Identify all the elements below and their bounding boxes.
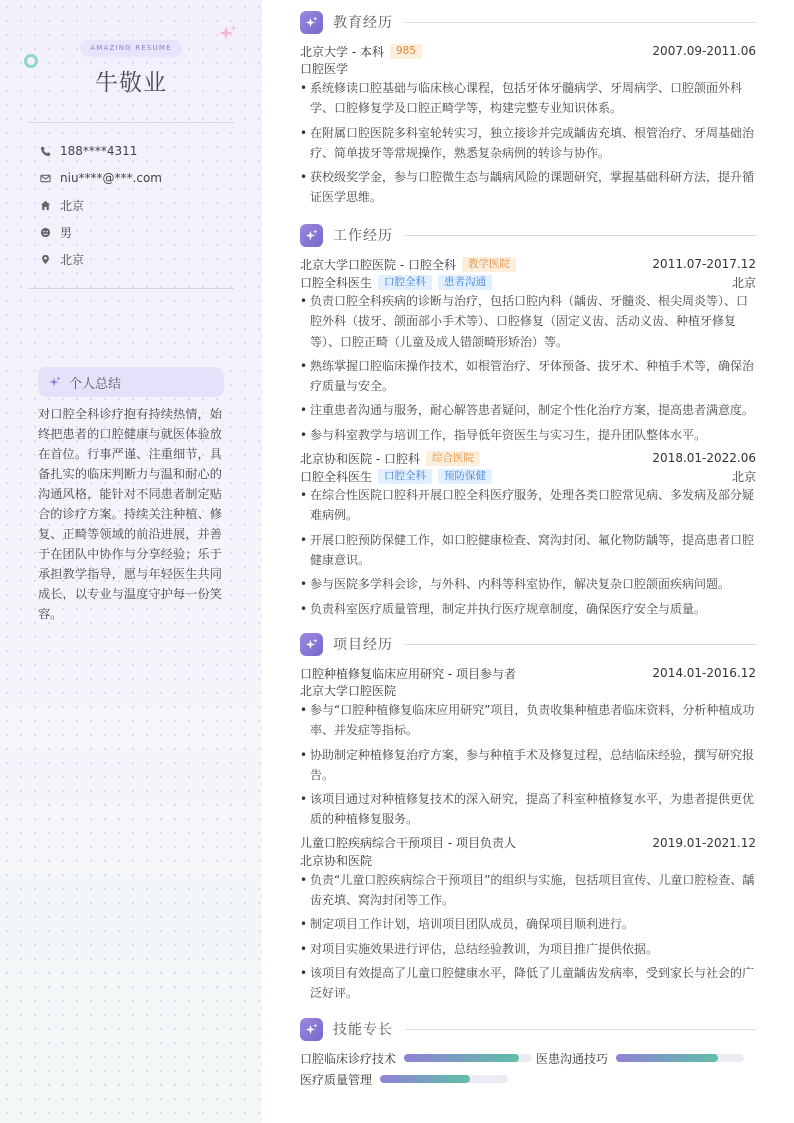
entry-date: 2011.07-2017.12 (652, 257, 756, 271)
section-icon (300, 1018, 323, 1041)
skill-name: 医疗质量管理 (300, 1072, 373, 1087)
gender-icon (40, 227, 51, 238)
school-tag: 985 (390, 44, 422, 59)
list-item: • 在综合性医院口腔科开展口腔全科医疗服务，处理各类口腔常见病、多发病及部分疑难病例。 (300, 485, 756, 526)
summary-header (38, 367, 224, 397)
skill-item (300, 1049, 532, 1067)
skill-bar-fill (380, 1075, 470, 1083)
project-org: 北京大学口腔医院 (300, 684, 397, 698)
section-title: 工作经历 (333, 228, 393, 244)
section-header (300, 223, 756, 247)
city: 北京 (731, 469, 756, 484)
role-row (300, 273, 756, 291)
role-title: 口腔全科医生 (300, 275, 373, 290)
entry-header (300, 834, 756, 852)
summary-text: 对口腔全科诊疗抱有持续热情，始终把患者的口腔健康与就医体验放在首位。行事严谨、注重细节，具备扎实的临床判断力与温和耐心的沟通风格，能针对不同患者制定贴合的诊疗方案。持续关注种植、修复、正畸等领域的前沿进展，并善于在团队中协作与分享经验；乐于承担教学指导，愿与年轻医生共同成长，以专业与温度守护每一份笑容。 (38, 407, 222, 621)
divider (28, 122, 234, 123)
entry-date: 2014.01-2016.12 (652, 666, 756, 680)
home-icon (40, 200, 51, 211)
list-item: • 熟练掌握口腔临床操作技术，如根管治疗、牙体预备、拔牙术、种植手术等，确保治疗质量与安全。 (300, 356, 756, 397)
education-section (300, 10, 756, 212)
sparkle-icon (305, 638, 318, 651)
section-header (300, 632, 756, 656)
section-header (300, 10, 756, 34)
org-name: 北京大学口腔医院 - 口腔全科 (300, 257, 456, 272)
projects-section (300, 632, 756, 1008)
list-item: • 该项目通过对种植修复技术的深入研究，提高了科室种植修复水平，为患者提供更优质的种植修复服务。 (300, 789, 756, 830)
bullet-list (300, 700, 756, 830)
summary-title: 个人总结 (69, 376, 122, 392)
skill-tag: 患者沟通 (438, 275, 492, 290)
list-item: • 注重患者沟通与服务，耐心解答患者疑问，制定个性化治疗方案，提高患者满意度。 (300, 400, 756, 420)
org-tag: 教学医院 (462, 257, 516, 272)
section-rule (405, 235, 756, 236)
resume-badge: AMAZING RESUME (80, 40, 182, 57)
entry-header (300, 255, 756, 273)
location-icon (40, 254, 51, 265)
org-tag: 综合医院 (426, 451, 480, 466)
section-title: 教育经历 (333, 15, 393, 31)
skill-name: 医患沟通技巧 (536, 1051, 609, 1066)
list-item: • 负责“儿童口腔疾病综合干预项目”的组织与实施，包括项目宣传、儿童口腔检查、龋齿充填、窝沟封闭等工作。 (300, 870, 756, 911)
skills-list (300, 1049, 756, 1089)
contact-home (40, 196, 240, 214)
sparkle-icon (218, 24, 238, 44)
sparkle-icon (305, 16, 318, 29)
skill-item (300, 1070, 508, 1088)
list-item: • 系统修读口腔基础与临床核心课程，包括牙体牙髓病学、牙周病学、口腔颌面外科学、口腔修复学及口腔正畸学等，构建完整专业知识体系。 (300, 78, 756, 119)
skill-bar (380, 1075, 508, 1083)
section-header (300, 1017, 756, 1041)
project-entry (300, 664, 756, 830)
education-entry (300, 42, 756, 208)
project-org: 北京协和医院 (300, 853, 373, 868)
sidebar (0, 0, 262, 1123)
bullet-list (300, 485, 756, 619)
list-item: • 对项目实施效果进行评估，总结经验教训，为项目推广提供依据。 (300, 939, 756, 959)
candidate-name: 牛敬业 (95, 70, 167, 96)
project-entry (300, 834, 756, 1004)
skill-bar-fill (404, 1054, 519, 1062)
contact-phone (40, 142, 240, 160)
skill-tag: 预防保健 (438, 469, 492, 484)
bullet-list (300, 78, 756, 208)
role-row (300, 467, 756, 485)
section-icon (300, 633, 323, 656)
section-rule (405, 22, 756, 23)
list-item: • 参与“口腔种植修复临床应用研究”项目，负责收集种植患者临床资料，分析种植成功率、并发症等指标。 (300, 700, 756, 741)
work-entry (300, 255, 756, 445)
city: 北京 (731, 275, 756, 290)
section-rule (405, 644, 756, 645)
mail-icon (40, 173, 51, 184)
org-name: 北京协和医院 - 口腔科 (300, 451, 420, 466)
list-item: • 在附属口腔医院多科室轮转实习，独立接诊并完成龋齿充填、根管治疗、牙周基础治疗、简单拔牙等常规操作，熟悉复杂病例的转诊与协作。 (300, 123, 756, 164)
entry-date: 2019.01-2021.12 (652, 835, 756, 850)
entry-header (300, 42, 756, 60)
phone-text: 188****4311 (60, 144, 138, 158)
list-item: • 开展口腔预防保健工作，如口腔健康检查、窝沟封闭、氟化物防龋等，提高患者口腔健康意识。 (300, 530, 756, 571)
skill-tag: 口腔全科 (378, 275, 432, 290)
list-item: • 制定项目工作计划，培训项目团队成员，确保项目顺利进行。 (300, 914, 756, 934)
entry-header (300, 664, 756, 682)
divider (28, 288, 234, 289)
list-item: • 参与医院多学科会诊，与外科、内科等科室协作，解决复杂口腔颌面疾病问题。 (300, 574, 756, 594)
list-item: • 负责科室医疗质量管理，制定并执行医疗规章制度，确保医疗安全与质量。 (300, 599, 756, 619)
home-text: 北京 (60, 198, 85, 213)
list-item: • 负责口腔全科疾病的诊断与治疗，包括口腔内科（龋齿、牙髓炎、根尖周炎等）、口腔外科（拔牙、颌面部小手术等）、口腔修复（固定义齿、活动义齿、种植牙修复等）、口腔正畸（儿童及成人错颌畸形矫治）等。 (300, 291, 756, 352)
section-title: 技能专长 (333, 1022, 393, 1038)
list-item: • 协助制定种植修复治疗方案，参与种植手术及修复过程，总结临床经验，撰写研究报告。 (300, 745, 756, 786)
role-title: 口腔全科医生 (300, 469, 373, 484)
school-name: 北京大学 - 本科 (300, 44, 384, 59)
list-item: • 获校级奖学金，参与口腔微生态与龋病风险的课题研究，掌握基础科研方法，提升循证医学思维。 (300, 167, 756, 208)
work-entry (300, 449, 756, 619)
contact-email (40, 169, 240, 187)
phone-icon (40, 146, 51, 157)
section-title: 项目经历 (333, 637, 393, 653)
section-icon (300, 11, 323, 34)
bullet-list (300, 291, 756, 445)
skills-section (300, 1017, 756, 1089)
major: 口腔医学 (300, 62, 349, 76)
entry-date: 2018.01-2022.06 (652, 451, 756, 466)
skill-item (536, 1049, 744, 1067)
contact-gender (40, 223, 240, 241)
bullet-list (300, 870, 756, 1004)
work-section (300, 223, 756, 623)
skill-name: 口腔临床诊疗技术 (300, 1051, 397, 1066)
gender-text: 男 (60, 225, 73, 240)
contact-location (40, 250, 240, 268)
email-text: niu****@***.com (60, 171, 162, 185)
skill-bar-fill (616, 1054, 718, 1062)
sparkle-icon (305, 229, 318, 242)
sparkle-icon (305, 1023, 318, 1036)
list-item: • 参与科室教学与培训工作，指导低年资医生与实习生，提升团队整体水平。 (300, 425, 756, 445)
section-icon (300, 224, 323, 247)
entry-date: 2007.09-2011.06 (652, 44, 756, 58)
project-name: 口腔种植修复临床应用研究 - 项目参与者 (300, 666, 516, 681)
section-rule (405, 1029, 756, 1030)
entry-header (300, 449, 756, 467)
skill-tag: 口腔全科 (378, 469, 432, 484)
sparkle-icon (49, 376, 61, 388)
project-name: 儿童口腔疾病综合干预项目 - 项目负责人 (300, 836, 516, 851)
location-text: 北京 (60, 252, 85, 267)
skill-bar (616, 1054, 744, 1062)
list-item: • 该项目有效提高了儿童口腔健康水平，降低了儿童龋齿发病率，受到家长与社会的广泛好评。 (300, 963, 756, 1004)
skill-bar (404, 1054, 532, 1062)
